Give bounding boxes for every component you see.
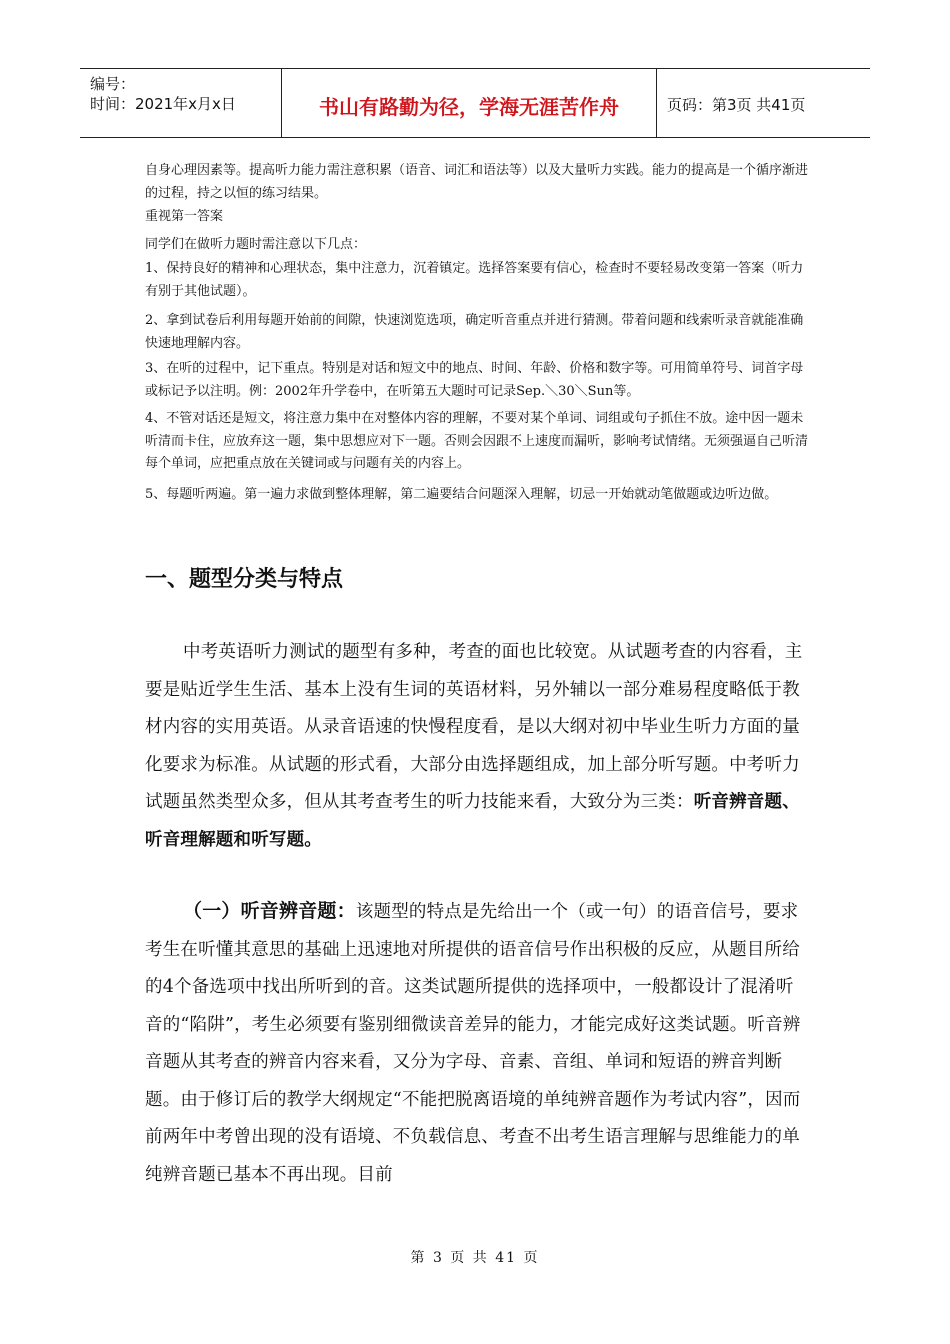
section-main-text: 中考英语听力测试的题型有多种，考查的面也比较宽。从试题考查的内容看，主要是贴近学生生活、基本上没有生词的英语材料，另外辅以一部分难易程度略低于教材内容的实用英语。从录音语速的快慢程度看，是以大纲对初中毕业生听力方面的量化要求为标准。从试题的形式看，大部分由选择题组成，加上部分听写题。中考听力试题虽然类型众多，但从其考查考生的听力技能来看，大致分为三类： (145, 642, 803, 812)
intro-heading-first-answer: 重视第一答案 (145, 209, 224, 224)
subsection-heading: （一）听音辨音题： (183, 900, 356, 922)
header-info-cell (80, 69, 282, 137)
section-heading: 一、题型分类与特点 (145, 567, 344, 592)
intro-paragraph-tips: 同学们在做听力题时需注意以下几点： (145, 237, 367, 252)
page-header (80, 68, 870, 138)
header-page-cell (657, 69, 870, 137)
header-motto-cell (282, 69, 657, 137)
document-time-label: 时间：2021年x月x日 (90, 95, 236, 113)
tip-1: 1、保持良好的精神和心理状态，集中注意力，沉着镇定。选择答案要有信心，检查时不要轻易改变第一答案（听力有别于其他试题）。 (145, 261, 804, 299)
tip-3: 3、在听的过程中，记下重点。特别是对话和短文中的地点、时间、年龄、价格和数字等。可用简单符号、词首字母或标记予以注明。例：2002年升学卷中，在听第五大题时可记录Sep.＼30＼Sun等。 (145, 361, 804, 399)
subsection-text: 该题型的特点是先给出一个（或一句）的语音信号，要求考生在听懂其意思的基础上迅速地对所提供的语音信号作出积极的反应，从题目所给的4个备选项中找出所听到的音。这类试题所提供的选择项中，一般都设计了混淆听音的“陷阱”，考生必须要有鉴别细微读音差异的能力，才能完成好这类试题。听音辨音题从其考查的辨音内容来看，又分为字母、音素、音组、单词和短语的辨音判断题。由于修订后的教学大纲规定“不能把脱离语境的单纯辨音题作为考试内容”，因而前两年中考曾出现的没有语境、不负载信息、考查不出考生语言理解与思维能力的单纯辨音题已基本不再出现。目前 (145, 902, 801, 1185)
tip-2: 2、拿到试卷后利用每题开始前的间隙，快速浏览选项，确定听音重点并进行猜测。带着问题和线索听录音就能准确快速地理解内容。 (145, 313, 804, 351)
intro-paragraph-1: 自身心理因素等。提高听力能力需注意积累（语音、词汇和语法等）以及大量听力实践。能力的提高是一个循序渐进的过程，持之以恒的练习结果。 (145, 163, 809, 201)
tip-5: 5、每题听两遍。第一遍力求做到整体理解，第二遍要结合问题深入理解，切忌一开始就动笔做题或边听边做。 (145, 487, 778, 502)
section-main-paragraph (145, 634, 810, 859)
subsection-paragraph (145, 893, 810, 1194)
document-number-label: 编号： (90, 75, 136, 93)
header-page-number: 页码：第3页 共41页 (667, 96, 806, 114)
page-footer: 第 3 页 共 41 页 (410, 1250, 540, 1266)
header-motto: 书山有路勤为径，学海无涯苦作舟 (319, 95, 619, 119)
tip-4: 4、不管对话还是短文，将注意力集中在对整体内容的理解，不要对某个单词、词组或句子抓住不放。途中因一题未听清而卡住，应放弃这一题，集中思想应对下一题。否则会因跟不上速度而漏听，影响考试情绪。无须强逼自己听清每个单词，应把重点放在关键词或与问题有关的内容上。 (145, 411, 809, 471)
section-main-bold: 听音辨音题、听音理解题和听写题。 (145, 792, 800, 850)
